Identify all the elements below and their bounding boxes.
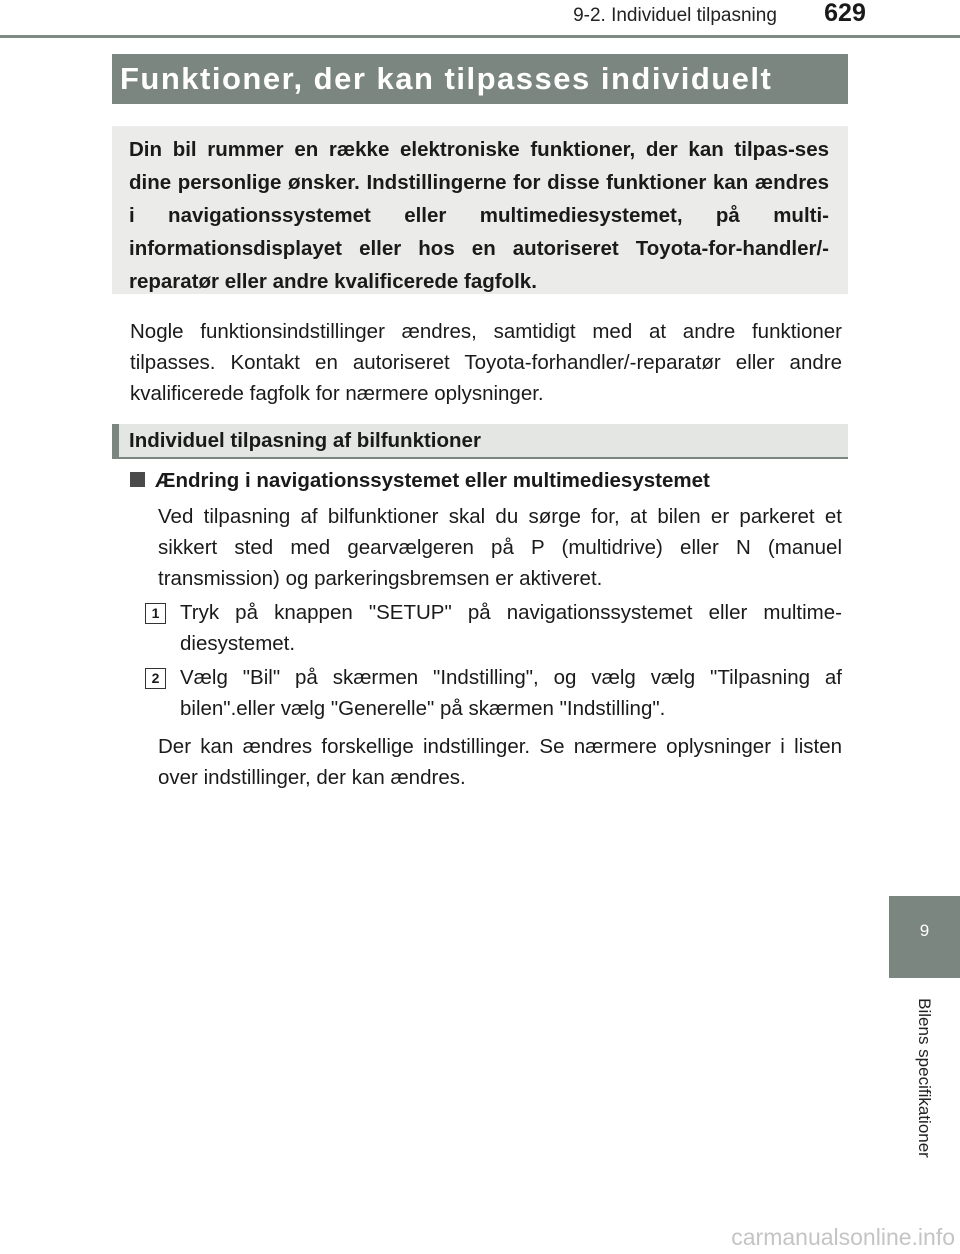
step-2-badge: 2 bbox=[145, 668, 166, 689]
intro-text: Din bil rummer en række elektroniske funktioner, der kan tilpas-ses dine personlige ønsker. Indstillingerne for disse funktioner kan ændres i navigationssystemet eller multimediesystemet, på multi-informationsdisplayet eller hos en autoriseret Toyota-for-handler/-reparatør eller andre kvalificerede fagfolk. bbox=[129, 138, 829, 293]
header-section: 9-2. Individuel tilpasning bbox=[573, 5, 777, 26]
watermark: carmanualsonline.info bbox=[731, 1224, 955, 1250]
page-number: 629 bbox=[824, 0, 866, 27]
section-title: Individuel tilpasning af bilfunktioner bbox=[129, 429, 481, 452]
paragraph-1: Nogle funktionsindstillinger ændres, samtidigt med at andre funktioner tilpasses. Kontakt en autoriseret Toyota-forhandler/-reparatør eller andre kvalificerede fagfolk for nærmere oplysninger. bbox=[130, 320, 842, 405]
step-1-badge: 1 bbox=[145, 603, 166, 624]
step-2-text: Vælg "Bil" på skærmen "Indstilling", og vælg vælg "Tilpasning af bilen".eller vælg "Generelle" på skærmen "Indstilling". bbox=[180, 666, 842, 720]
intro-box bbox=[112, 126, 848, 294]
header-rule bbox=[0, 35, 960, 38]
side-tab-label-box bbox=[889, 978, 960, 1178]
step-1-text: Tryk på knappen "SETUP" på navigationssystemet eller multime-diesystemet. bbox=[180, 601, 842, 655]
square-bullet-icon bbox=[130, 472, 145, 487]
section-heading-bar bbox=[112, 424, 848, 459]
side-tab-label: Bilens specifikationer bbox=[915, 998, 934, 1158]
section-paragraph: Ved tilpasning af bilfunktioner skal du sørge for, at bilen er parkeret et sikkert sted med gearvælgeren på P (multidrive) eller N (manuel transmission) og parkeringsbremsen er aktiveret. bbox=[158, 505, 842, 590]
side-tab-number: 9 bbox=[889, 896, 960, 978]
subheading bbox=[130, 466, 842, 496]
section-accent bbox=[112, 424, 119, 457]
subheading-text: Ændring i navigationssystemet eller multimediesystemet bbox=[155, 469, 710, 492]
title-bar bbox=[112, 54, 848, 104]
closing-paragraph: Der kan ændres forskellige indstillinger. Se nærmere oplysninger i listen over indstillinger, der kan ændres. bbox=[158, 735, 842, 789]
page-title: Funktioner, der kan tilpasses individuelt bbox=[120, 61, 773, 96]
